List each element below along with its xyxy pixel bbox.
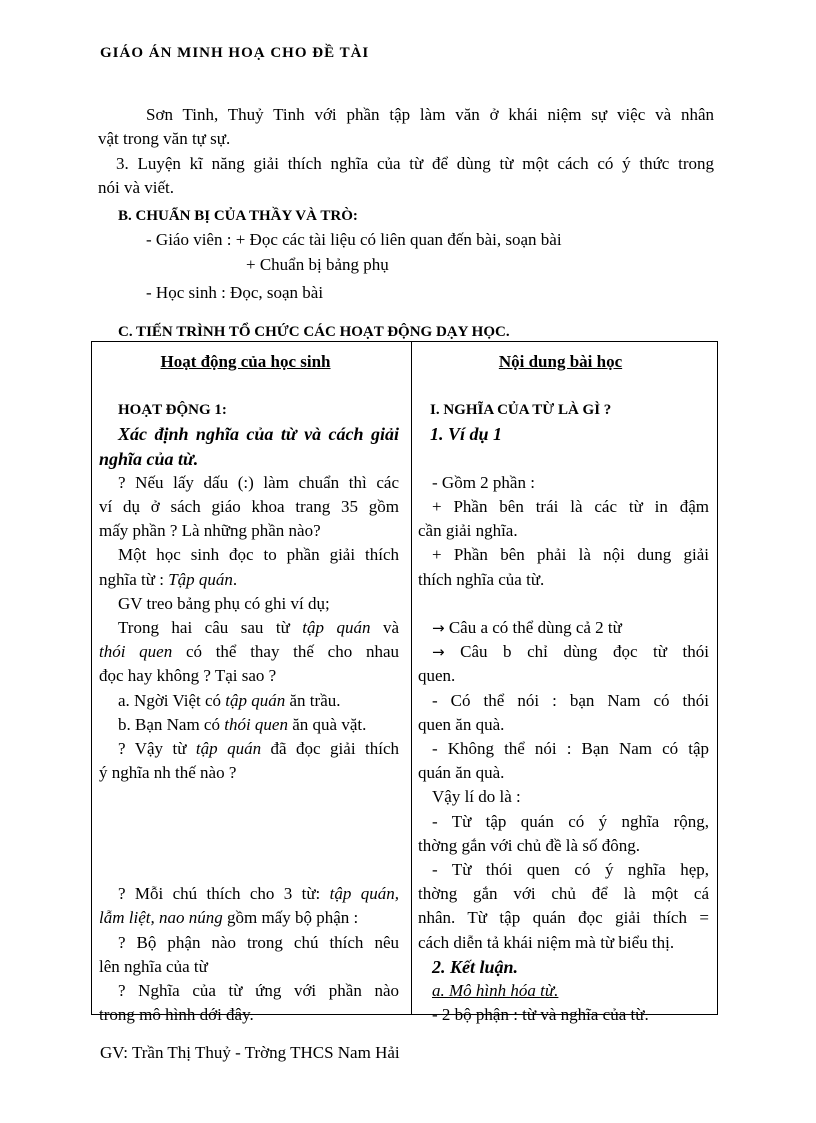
question-line: Trong hai câu sau từ tập quán và	[118, 618, 400, 638]
question-line: lẫm liệt, nao núng gồm mấy bộ phận :	[99, 908, 359, 928]
arrow-right-icon: →	[432, 643, 445, 662]
page-header: GIÁO ÁN MINH HOẠ CHO ĐỀ TÀI	[100, 45, 370, 61]
section-c-title: C. TIẾN TRÌNH TỔ CHỨC CÁC HOẠT ĐỘNG DẠY HỌC.	[118, 324, 510, 340]
question-line: GV treo bảng phụ có ghi ví dụ;	[118, 593, 330, 613]
question-line: ý nghĩa nh thế nào ?	[99, 763, 237, 783]
section-b-title: B. CHUẨN BỊ CỦA THẦY VÀ TRÒ:	[118, 208, 358, 224]
example-heading: 1. Ví dụ 1	[430, 424, 503, 445]
content-line: thờng gắn với chủ đề là số đông.	[418, 835, 640, 855]
content-line: → Câu a có thể dùng cả 2 từ	[432, 617, 622, 637]
lesson-content-column	[412, 342, 719, 1025]
question-line: ví dụ ở sách giáo khoa trang 35 gồm	[99, 497, 399, 516]
content-line: → Câu b chỉ dùng đọc từ thói	[432, 642, 709, 662]
arrow-right-icon: →	[432, 618, 445, 637]
content-line: Vậy lí do là :	[432, 787, 521, 807]
page-footer: GV: Trần Thị Thuỷ - Trờng THCS Nam Hải	[100, 1043, 400, 1062]
question-line: lên nghĩa của từ	[99, 956, 208, 976]
teacher-prep-line: + Chuẩn bị bảng phụ	[246, 255, 389, 274]
question-line: thói quen có thể thay thế cho nhau	[99, 642, 399, 662]
model-heading: a. Mô hình hóa từ.	[432, 981, 559, 1001]
section-title: I. NGHĨA CỦA TỪ LÀ GÌ ?	[430, 402, 612, 419]
left-column-header: Hoạt động của học sinh	[160, 352, 331, 371]
activity-title: HOẠT ĐỘNG 1:	[118, 402, 227, 419]
question-line: ? Nếu lấy dấu (:) làm chuẩn thì các	[118, 472, 399, 492]
content-line: + Phần bên phải là nội dung giải	[432, 545, 709, 565]
teacher-prep-line: - Giáo viên : + Đọc các tài liệu có liên quan đến bài, soạn bài	[146, 230, 562, 249]
right-column-header: Nội dung bài học	[498, 352, 623, 371]
question-line: nghĩa từ : Tập quán.	[99, 569, 238, 589]
lesson-table	[91, 341, 718, 1025]
objective-3: 3. Luyện kĩ năng giải thích nghĩa của từ để dùng từ một cách có ý thức trong nói và viết.	[98, 154, 714, 197]
student-prep-line: - Học sinh : Đọc, soạn bài	[146, 283, 324, 302]
question-line: trong mô hình dới đây.	[99, 1005, 254, 1025]
example-b: b. Bạn Nam có thói quen ăn quà vặt.	[118, 714, 367, 734]
question-line: mấy phần ? Là những phần nào?	[99, 521, 321, 541]
question-line: Một học sinh đọc to phần giải thích	[118, 545, 399, 565]
content-line: + Phần bên trái là các từ in đậm	[432, 496, 709, 516]
content-line: quán ăn quà.	[418, 763, 505, 783]
content-line: - Có thể nói : bạn Nam có thói	[432, 690, 709, 710]
question-line: đọc hay không ? Tại sao ?	[99, 666, 277, 686]
question-line: ? Mỗi chú thích cho 3 từ: tập quán,	[118, 884, 399, 904]
activity-goal: nghĩa của từ.	[99, 448, 199, 469]
content-line: nhân. Từ tập quán đọc giải thích =	[418, 908, 709, 928]
content-line: thờng gắn với chủ để là một cá	[418, 884, 709, 904]
content-line: quen.	[418, 666, 456, 686]
student-activity-column	[92, 342, 411, 1025]
question-line: ? Bộ phận nào trong chú thích nêu	[118, 932, 399, 952]
content-line: cách diễn tả khái niệm mà từ biểu thị.	[418, 932, 675, 952]
question-line: ? Vậy từ tập quán đã đọc giải thích	[118, 739, 399, 759]
content-line: - 2 bộ phận : từ và nghĩa của từ.	[432, 1005, 649, 1025]
conclusion-heading: 2. Kết luận.	[432, 956, 519, 977]
content-line: quen ăn quà.	[418, 714, 505, 734]
intro-paragraph: Sơn Tinh, Thuỷ Tinh với phần tập làm văn ở khái niệm sự việc và nhân vật trong văn tự sự.	[98, 105, 714, 148]
question-line: ? Nghĩa của từ ứng với phần nào	[118, 981, 399, 1000]
content-line: thích nghĩa của từ.	[418, 569, 545, 589]
content-line: - Không thể nói : Bạn Nam có tập	[432, 739, 709, 758]
content-line: - Gồm 2 phần :	[432, 472, 535, 492]
content-line: - Từ tập quán có ý nghĩa rộng,	[432, 811, 709, 831]
example-a: a. Ngời Việt có tập quán ăn trầu.	[118, 690, 341, 710]
activity-goal: Xác định nghĩa của từ và cách giải	[118, 424, 399, 445]
content-line: - Từ thói quen có ý nghĩa hẹp,	[432, 860, 709, 880]
content-line: cần giải nghĩa.	[418, 521, 518, 541]
